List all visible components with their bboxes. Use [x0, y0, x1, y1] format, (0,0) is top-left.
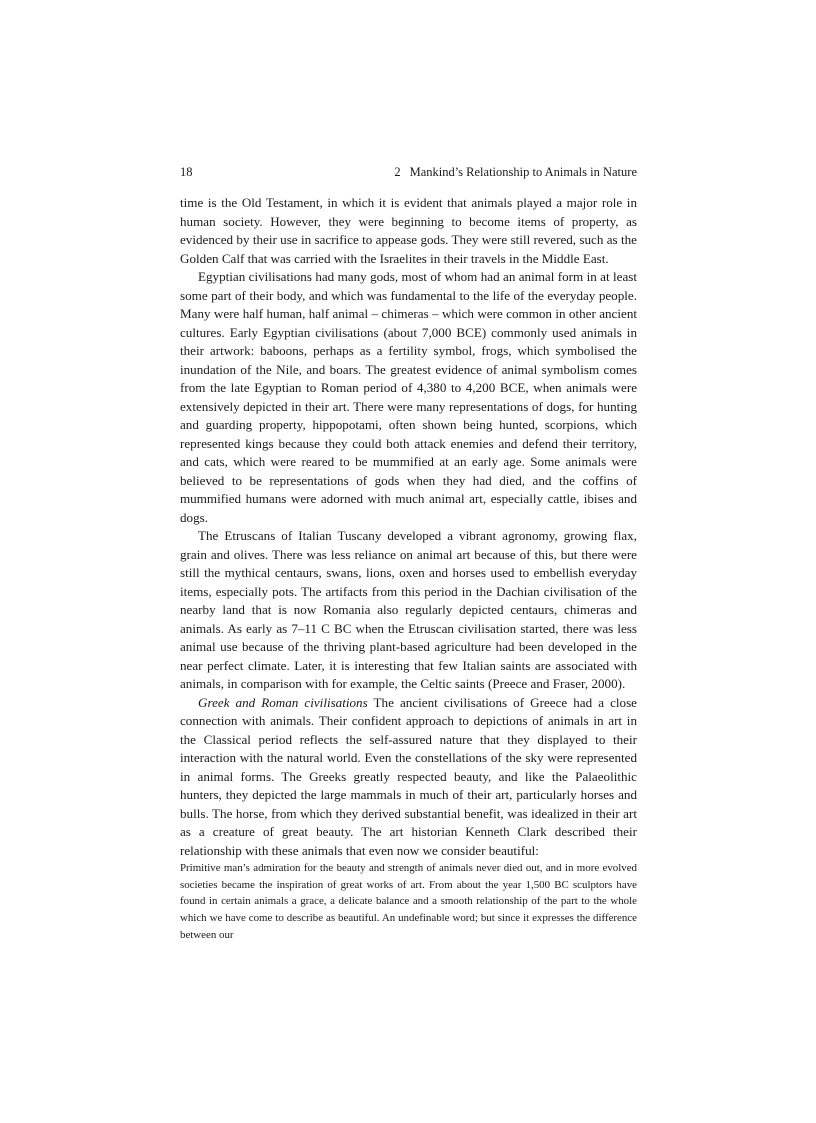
section-run-in-heading: Greek and Roman civilisations — [198, 694, 368, 710]
paragraph-greek-roman — [180, 694, 637, 861]
block-quote: Primitive man’s admiration for the beauty and strength of animals never died out, and in more evolved societies became the inspiration of great works of art. From about the year 1,500 BC sculptors have found in certain animals a grace, a delicate balance and a smooth relationship of the part to the whole which we have come to describe as beautiful. An undefinable word; but since it expresses the difference between our — [180, 862, 637, 941]
body-text — [180, 194, 637, 944]
paragraph-etruscan: The Etruscans of Italian Tuscany developed a vibrant agronomy, growing flax, grain and olives. There was less reliance on animal art because of this, but there were still the mythical centaurs, swans, lions, oxen and horses used to embellish everyday items, especially pots. The artifacts from this period in the Dachian civilisation of the nearby land that is now Romania also regularly depicted centaurs, chimeras and animals. As early as 7–11 C BC when the Etruscan civilisation started, there was less animal use because of the thriving plant-based agriculture had been developed in the near perfect climate. Later, it is interesting that few Italian saints are associated with animals, in comparison with for example, the Celtic saints (Preece and Fraser, 2000). — [180, 528, 637, 691]
page-number: 18 — [180, 165, 193, 179]
paragraph-greek-roman-text: The ancient civilisations of Greece had a close connection with animals. Their confident approach to depictions of animals in art in the Classical period reflects the self-assured nature that they displayed to their interaction with the natural world. Even the constellations of the sky were represented in animal forms. The Greeks greatly respected beauty, and like the Palaeolithic hunters, they depicted the large mammals in much of their art, particularly horses and bulls. The horse, from which they derived substantial benefit, was idealized in their art as a creature of great beauty. The art historian Kenneth Clark described their relationship with these animals that even now we consider beautiful: — [180, 694, 637, 858]
chapter-number: 2 — [394, 165, 401, 179]
running-header — [180, 162, 637, 182]
running-head — [394, 162, 637, 182]
chapter-title: Mankind’s Relationship to Animals in Nature — [409, 165, 637, 179]
paragraph-continued: time is the Old Testament, in which it is evident that animals played a major role in human society. However, they were beginning to become items of property, as evidenced by their use in sacrifice to appease gods. They were still revered, such as the Golden Calf that was carried with the Israelites in their travels in the Middle East. — [180, 195, 637, 266]
paragraph-egyptian: Egyptian civilisations had many gods, most of whom had an animal form in at least some part of their body, and which was fundamental to the life of the everyday people. Many were half human, half animal – chimeras – which were common in other ancient cultures. Early Egyptian civilisations (about 7,000 BCE) commonly used animals in their artwork: baboons, perhaps as a fertility symbol, frogs, which symbolised the inundation of the Nile, and boars. The greatest evidence of animal symbolism comes from the late Egyptian to Roman period of 4,380 to 4,200 BCE, when animals were extensively depicted in their art. There were many representations of dogs, for hunting and guarding property, hippopotami, often shown being hunted, scorpions, which represented kings because they could both attack enemies and defend their territory, and cats, which were reared to be mummified at an early age. Some animals were believed to be representations of gods when they had died, and the coffins of mummified humans were adorned with much animal art, especially cattle, ibises and dogs. — [180, 269, 637, 525]
